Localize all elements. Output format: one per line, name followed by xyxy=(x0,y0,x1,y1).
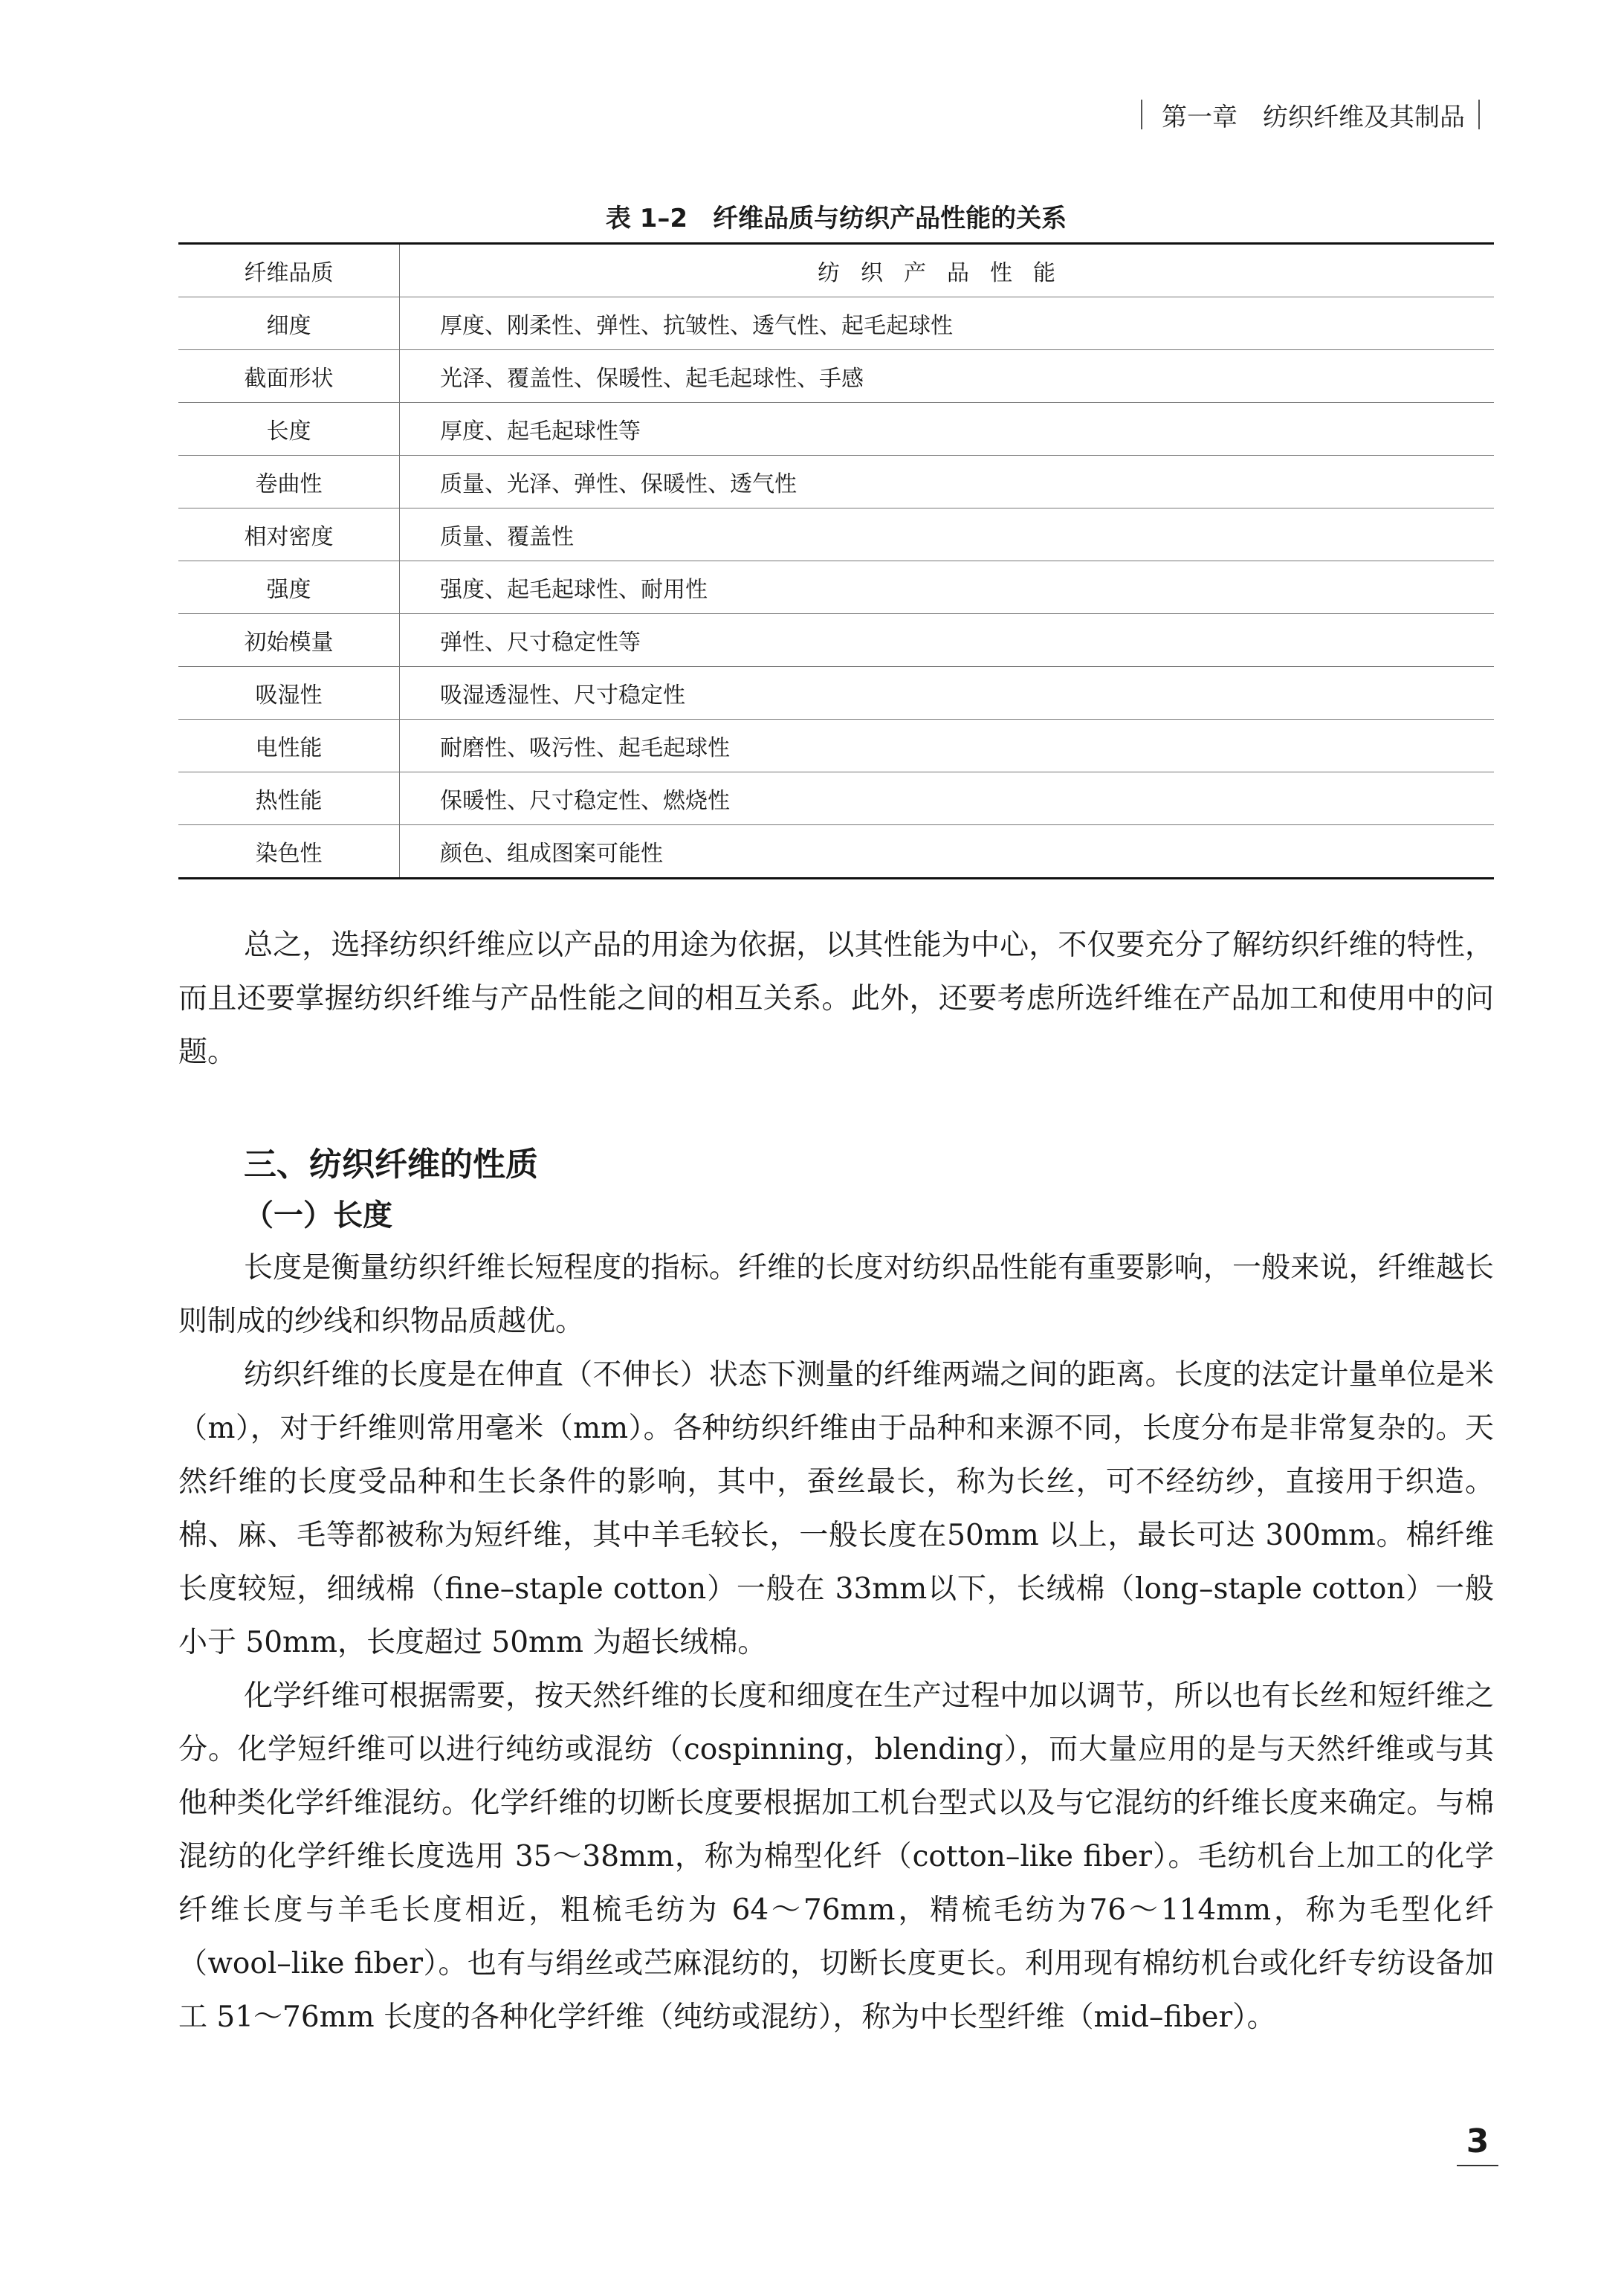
running-head-divider-right xyxy=(1478,100,1480,129)
chemical-fiber-paragraph: 化学纤维可根据需要，按天然纤维的长度和细度在生产过程中加以调节，所以也有长丝和短纤维之分。化学短纤维可以进行纯纺或混纺（cospinning，blending），而大量应用的是与天然纤维或与其他种类化学纤维混纺。化学纤维的切断长度要根据加工机台型式以及与它混纺的纤维长度来确定。与棉混纺的化学纤维长度选用 35～38mm，称为棉型化纤（cotton–like fiber）。毛纺机台上加工的化学纤维长度与羊毛长度相近，粗梳毛纺为 64～76mm，精梳毛纺为76～114mm，称为毛型化纤（wool–like fiber）。也有与绢丝或苎麻混纺的，切断长度更长。利用现有棉纺机台或化纤专纺设备加工 51～76mm 长度的各种化学纤维（纯纺或混纺），称为中长型纤维（mid–fiber）。 xyxy=(178,1679,1494,2034)
quality-cell: 电性能 xyxy=(178,720,400,772)
page-number: 3 xyxy=(1457,2122,1498,2166)
quality-cell: 相对密度 xyxy=(178,508,400,561)
table-caption: 表 1–2 纤维品质与纺织产品性能的关系 xyxy=(605,204,1067,233)
length-measurement-paragraph: 纺织纤维的长度是在伸直（不伸长）状态下测量的纤维两端之间的距离。长度的法定计量单位是米（m），对于纤维则常用毫米（mm）。各种纺织纤维由于品种和来源不同，长度分布是非常复杂的。天然纤维的长度受品种和生长条件的影响，其中，蚕丝最长，称为长丝，可不经纺纱，直接用于织造。棉、麻、毛等都被称为短纤维，其中羊毛较长，一般长度在50mm 以上，最长可达 300mm。棉纤维长度较短，细绒棉（fine–staple cotton）一般在 33mm以下，长绒棉（long–staple cotton）一般小于 50mm，长度超过 50mm 为超长绒棉。 xyxy=(178,1358,1494,1659)
performance-cell: 保暖性、尺寸稳定性、燃烧性 xyxy=(400,772,1495,825)
quality-cell: 卷曲性 xyxy=(178,456,400,508)
running-head-divider-left xyxy=(1141,100,1142,129)
table-row xyxy=(178,403,1494,456)
table-row xyxy=(178,297,1494,350)
table-row xyxy=(178,614,1494,667)
table-header-row xyxy=(178,244,1494,297)
header-fiber-quality: 纤维品质 xyxy=(178,244,400,297)
summary-paragraph: 总之，选择纺织纤维应以产品的用途为依据，以其性能为中心，不仅要充分了解纺织纤维的特性，而且还要掌握纺织纤维与产品性能之间的相互关系。此外，还要考虑所选纤维在产品加工和使用中的问题。 xyxy=(178,929,1494,1069)
table-row xyxy=(178,456,1494,508)
performance-cell: 强度、起毛起球性、耐用性 xyxy=(400,561,1495,614)
performance-cell: 吸湿透湿性、尺寸稳定性 xyxy=(400,667,1495,720)
performance-cell: 光泽、覆盖性、保暖性、起毛起球性、手感 xyxy=(400,350,1495,403)
performance-cell: 耐磨性、吸污性、起毛起球性 xyxy=(400,720,1495,772)
performance-cell: 质量、光泽、弹性、保暖性、透气性 xyxy=(400,456,1495,508)
header-product-performance: 纺织产品性能 xyxy=(400,244,1495,297)
running-head xyxy=(1141,94,1498,135)
performance-cell: 颜色、组成图案可能性 xyxy=(400,825,1495,879)
fiber-quality-table xyxy=(178,242,1494,879)
table-row xyxy=(178,667,1494,720)
performance-cell: 弹性、尺寸稳定性等 xyxy=(400,614,1495,667)
quality-cell: 强度 xyxy=(178,561,400,614)
table-row xyxy=(178,825,1494,879)
quality-cell: 截面形状 xyxy=(178,350,400,403)
table-row xyxy=(178,561,1494,614)
quality-cell: 细度 xyxy=(178,297,400,350)
performance-cell: 质量、覆盖性 xyxy=(400,508,1495,561)
section-heading: 三、纺织纤维的性质 xyxy=(244,1146,538,1184)
running-head-text: 第一章 纺织纤维及其制品 xyxy=(1162,102,1465,132)
table-row xyxy=(178,350,1494,403)
table-row xyxy=(178,772,1494,825)
table-row xyxy=(178,720,1494,772)
quality-cell: 吸湿性 xyxy=(178,667,400,720)
subsection-heading: （一）长度 xyxy=(244,1198,392,1233)
table-row xyxy=(178,508,1494,561)
performance-cell: 厚度、刚柔性、弹性、抗皱性、透气性、起毛起球性 xyxy=(400,297,1495,350)
quality-cell: 热性能 xyxy=(178,772,400,825)
quality-cell: 染色性 xyxy=(178,825,400,879)
performance-cell: 厚度、起毛起球性等 xyxy=(400,403,1495,456)
length-definition-paragraph: 长度是衡量纺织纤维长短程度的指标。纤维的长度对纺织品性能有重要影响，一般来说，纤维越长则制成的纱线和织物品质越优。 xyxy=(178,1251,1494,1338)
quality-cell: 长度 xyxy=(178,403,400,456)
quality-cell: 初始模量 xyxy=(178,614,400,667)
